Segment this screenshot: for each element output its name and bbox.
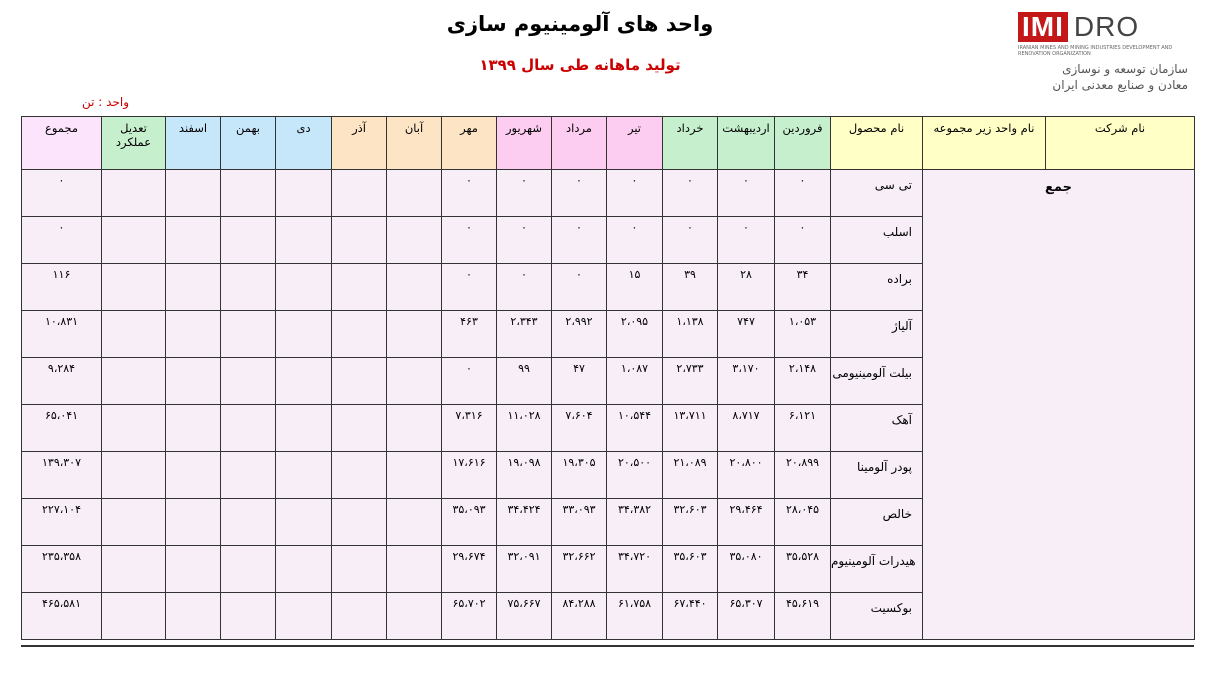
cell-dey	[276, 264, 332, 311]
cell-azar	[332, 217, 387, 264]
cell-ordibehesht: ۷۴۷	[718, 311, 775, 358]
cell-aban	[387, 593, 442, 640]
cell-farvardin: ۲۸،۰۴۵	[775, 499, 831, 546]
cell-aban	[387, 264, 442, 311]
cell-khordad: ۲۱،۰۸۹	[663, 452, 718, 499]
cell-adjust	[102, 311, 166, 358]
cell-product: بیلت آلومینیومی	[831, 358, 923, 405]
cell-khordad: ۶۷،۴۴۰	[663, 593, 718, 640]
cell-product: خالص	[831, 499, 923, 546]
cell-shahrivar: ۰	[497, 170, 552, 217]
header-total: مجموع	[22, 117, 102, 170]
cell-dey	[276, 405, 332, 452]
cell-bahman	[221, 170, 276, 217]
cell-bahman	[221, 358, 276, 405]
cell-shahrivar: ۱۹،۰۹۸	[497, 452, 552, 499]
cell-bahman	[221, 546, 276, 593]
cell-tir: ۱۵	[607, 264, 663, 311]
header-esfand: اسفند	[166, 117, 221, 170]
header-shahrivar: شهریور	[497, 117, 552, 170]
cell-farvardin: ۱،۰۵۳	[775, 311, 831, 358]
cell-total: ۴۶۵،۵۸۱	[22, 593, 102, 640]
header-khordad: خرداد	[663, 117, 718, 170]
cell-shahrivar: ۰	[497, 264, 552, 311]
cell-product: تی سی	[831, 170, 923, 217]
cell-esfand	[166, 405, 221, 452]
header-adjust: تعدیل عملکرد	[102, 117, 166, 170]
cell-total: ۱۰،۸۳۱	[22, 311, 102, 358]
cell-azar	[332, 170, 387, 217]
cell-tir: ۲۰،۵۰۰	[607, 452, 663, 499]
logo-persian-line-1: سازمان توسعه و نوسازی	[1062, 62, 1188, 76]
cell-shahrivar: ۳۲،۰۹۱	[497, 546, 552, 593]
cell-ordibehesht: ۰	[718, 170, 775, 217]
cell-mordad: ۰	[552, 217, 607, 264]
cell-shahrivar: ۹۹	[497, 358, 552, 405]
cell-total: ۲۳۵،۳۵۸	[22, 546, 102, 593]
cell-mehr: ۰	[442, 264, 497, 311]
cell-dey	[276, 358, 332, 405]
header-mehr: مهر	[442, 117, 497, 170]
cell-dey	[276, 499, 332, 546]
cell-khordad: ۳۵،۶۰۳	[663, 546, 718, 593]
cell-shahrivar: ۲،۳۴۳	[497, 311, 552, 358]
cell-bahman	[221, 217, 276, 264]
cell-adjust	[102, 170, 166, 217]
logo-imi-text: IMI	[1018, 12, 1068, 42]
header-aban: آبان	[387, 117, 442, 170]
cell-farvardin: ۳۴	[775, 264, 831, 311]
cell-adjust	[102, 546, 166, 593]
header-dey: دی	[276, 117, 332, 170]
cell-tir: ۳۴،۷۲۰	[607, 546, 663, 593]
cell-aban	[387, 452, 442, 499]
report-title: واحد های آلومینیوم سازی	[446, 12, 714, 36]
cell-product: آلیاژ	[831, 311, 923, 358]
cell-dey	[276, 217, 332, 264]
cell-bahman	[221, 405, 276, 452]
cell-esfand	[166, 546, 221, 593]
cell-azar	[332, 264, 387, 311]
table-bottom-rule	[21, 645, 1194, 647]
cell-bahman	[221, 499, 276, 546]
cell-khordad: ۰	[663, 217, 718, 264]
cell-adjust	[102, 405, 166, 452]
cell-mehr: ۷،۳۱۶	[442, 405, 497, 452]
cell-bahman	[221, 311, 276, 358]
cell-mehr: ۲۹،۶۷۴	[442, 546, 497, 593]
cell-dey	[276, 546, 332, 593]
cell-total: ۰	[22, 217, 102, 264]
cell-adjust	[102, 217, 166, 264]
cell-dey	[276, 311, 332, 358]
cell-farvardin: ۴۵،۶۱۹	[775, 593, 831, 640]
header-product: نام محصول	[831, 117, 923, 170]
cell-ordibehesht: ۸،۷۱۷	[718, 405, 775, 452]
header-tir: تیر	[607, 117, 663, 170]
cell-aban	[387, 405, 442, 452]
header-company: نام شرکت	[1046, 117, 1195, 170]
cell-total: ۶۵،۰۴۱	[22, 405, 102, 452]
cell-product: بوکسیت	[831, 593, 923, 640]
cell-tir: ۶۱،۷۵۸	[607, 593, 663, 640]
cell-mehr: ۰	[442, 170, 497, 217]
logo-english-name: IRANIAN MINES AND MINING INDUSTRIES DEVELOPMENT AND RENOVATION ORGANIZATION	[1018, 45, 1173, 57]
cell-esfand	[166, 593, 221, 640]
cell-khordad: ۱،۱۳۸	[663, 311, 718, 358]
cell-aban	[387, 499, 442, 546]
cell-esfand	[166, 264, 221, 311]
cell-farvardin: ۲۰،۸۹۹	[775, 452, 831, 499]
cell-adjust	[102, 264, 166, 311]
cell-mordad: ۲،۹۹۲	[552, 311, 607, 358]
cell-mehr: ۳۵،۰۹۳	[442, 499, 497, 546]
cell-ordibehesht: ۲۹،۴۶۴	[718, 499, 775, 546]
cell-tir: ۰	[607, 217, 663, 264]
table-header	[22, 117, 1195, 170]
cell-shahrivar: ۳۴،۴۲۴	[497, 499, 552, 546]
cell-ordibehesht: ۳۵،۰۸۰	[718, 546, 775, 593]
cell-azar	[332, 311, 387, 358]
cell-tir: ۲،۰۹۵	[607, 311, 663, 358]
table-body	[22, 170, 1195, 640]
cell-mehr: ۶۵،۷۰۲	[442, 593, 497, 640]
cell-khordad: ۱۳،۷۱۱	[663, 405, 718, 452]
production-table	[21, 116, 1195, 640]
cell-total: ۱۱۶	[22, 264, 102, 311]
header-mordad: مرداد	[552, 117, 607, 170]
cell-farvardin: ۶،۱۲۱	[775, 405, 831, 452]
cell-farvardin: ۲،۱۴۸	[775, 358, 831, 405]
cell-ordibehesht: ۲۸	[718, 264, 775, 311]
cell-bahman	[221, 593, 276, 640]
cell-mordad: ۷،۶۰۴	[552, 405, 607, 452]
cell-ordibehesht: ۲۰،۸۰۰	[718, 452, 775, 499]
cell-khordad: ۰	[663, 170, 718, 217]
logo-mark	[1018, 12, 1188, 42]
cell-total: ۹،۲۸۴	[22, 358, 102, 405]
header-sub-unit: نام واحد زیر مجموعه	[923, 117, 1046, 170]
cell-azar	[332, 405, 387, 452]
cell-khordad: ۲،۷۳۳	[663, 358, 718, 405]
cell-adjust	[102, 593, 166, 640]
unit-label: واحد : تن	[82, 95, 129, 109]
cell-product: آهک	[831, 405, 923, 452]
cell-shahrivar: ۰	[497, 217, 552, 264]
cell-tir: ۳۴،۳۸۲	[607, 499, 663, 546]
cell-mehr: ۱۷،۶۱۶	[442, 452, 497, 499]
cell-esfand	[166, 499, 221, 546]
cell-esfand	[166, 452, 221, 499]
cell-product: اسلب	[831, 217, 923, 264]
cell-dey	[276, 452, 332, 499]
cell-aban	[387, 170, 442, 217]
cell-khordad: ۳۹	[663, 264, 718, 311]
cell-adjust	[102, 358, 166, 405]
cell-adjust	[102, 452, 166, 499]
table-row	[22, 170, 1195, 217]
cell-mehr: ۴۶۳	[442, 311, 497, 358]
cell-esfand	[166, 217, 221, 264]
cell-farvardin: ۰	[775, 170, 831, 217]
cell-mordad: ۳۲،۶۶۲	[552, 546, 607, 593]
cell-dey	[276, 593, 332, 640]
cell-ordibehesht: ۳،۱۷۰	[718, 358, 775, 405]
cell-total: ۰	[22, 170, 102, 217]
cell-mordad: ۳۳،۰۹۳	[552, 499, 607, 546]
cell-aban	[387, 311, 442, 358]
cell-product: پودر آلومینا	[831, 452, 923, 499]
cell-mordad: ۸۴،۲۸۸	[552, 593, 607, 640]
cell-mordad: ۰	[552, 170, 607, 217]
header-ordibehesht: اردیبهشت	[718, 117, 775, 170]
cell-bahman	[221, 264, 276, 311]
cell-mordad: ۰	[552, 264, 607, 311]
cell-product: براده	[831, 264, 923, 311]
header-bahman: بهمن	[221, 117, 276, 170]
header-azar: آذر	[332, 117, 387, 170]
cell-ordibehesht: ۶۵،۳۰۷	[718, 593, 775, 640]
cell-aban	[387, 217, 442, 264]
cell-mehr: ۰	[442, 358, 497, 405]
cell-tir: ۰	[607, 170, 663, 217]
cell-shahrivar: ۷۵،۶۶۷	[497, 593, 552, 640]
cell-mehr: ۰	[442, 217, 497, 264]
cell-farvardin: ۰	[775, 217, 831, 264]
cell-total: ۲۲۷،۱۰۴	[22, 499, 102, 546]
cell-azar	[332, 499, 387, 546]
cell-esfand	[166, 358, 221, 405]
cell-adjust	[102, 499, 166, 546]
cell-esfand	[166, 170, 221, 217]
cell-azar	[332, 358, 387, 405]
imidro-logo	[1018, 12, 1188, 102]
cell-farvardin: ۳۵،۵۲۸	[775, 546, 831, 593]
header-row	[22, 117, 1195, 170]
cell-azar	[332, 546, 387, 593]
report-subtitle: تولید ماهانه طی سال ۱۳۹۹	[479, 56, 681, 74]
logo-persian-line-2: معادن و صنایع معدنی ایران	[1052, 78, 1188, 92]
cell-shahrivar: ۱۱،۰۲۸	[497, 405, 552, 452]
cell-tir: ۱،۰۸۷	[607, 358, 663, 405]
cell-esfand	[166, 311, 221, 358]
cell-aban	[387, 358, 442, 405]
cell-azar	[332, 452, 387, 499]
cell-azar	[332, 593, 387, 640]
cell-khordad: ۳۲،۶۰۳	[663, 499, 718, 546]
cell-tir: ۱۰،۵۴۴	[607, 405, 663, 452]
cell-ordibehesht: ۰	[718, 217, 775, 264]
header-farvardin: فروردین	[775, 117, 831, 170]
cell-aban	[387, 546, 442, 593]
cell-mordad: ۱۹،۳۰۵	[552, 452, 607, 499]
cell-bahman	[221, 452, 276, 499]
cell-dey	[276, 170, 332, 217]
cell-product: هیدرات آلومینیوم	[831, 546, 923, 593]
logo-dro-text: DRO	[1073, 11, 1140, 42]
cell-total: ۱۳۹،۳۰۷	[22, 452, 102, 499]
cell-company-total: جمع	[923, 170, 1195, 640]
cell-mordad: ۴۷	[552, 358, 607, 405]
